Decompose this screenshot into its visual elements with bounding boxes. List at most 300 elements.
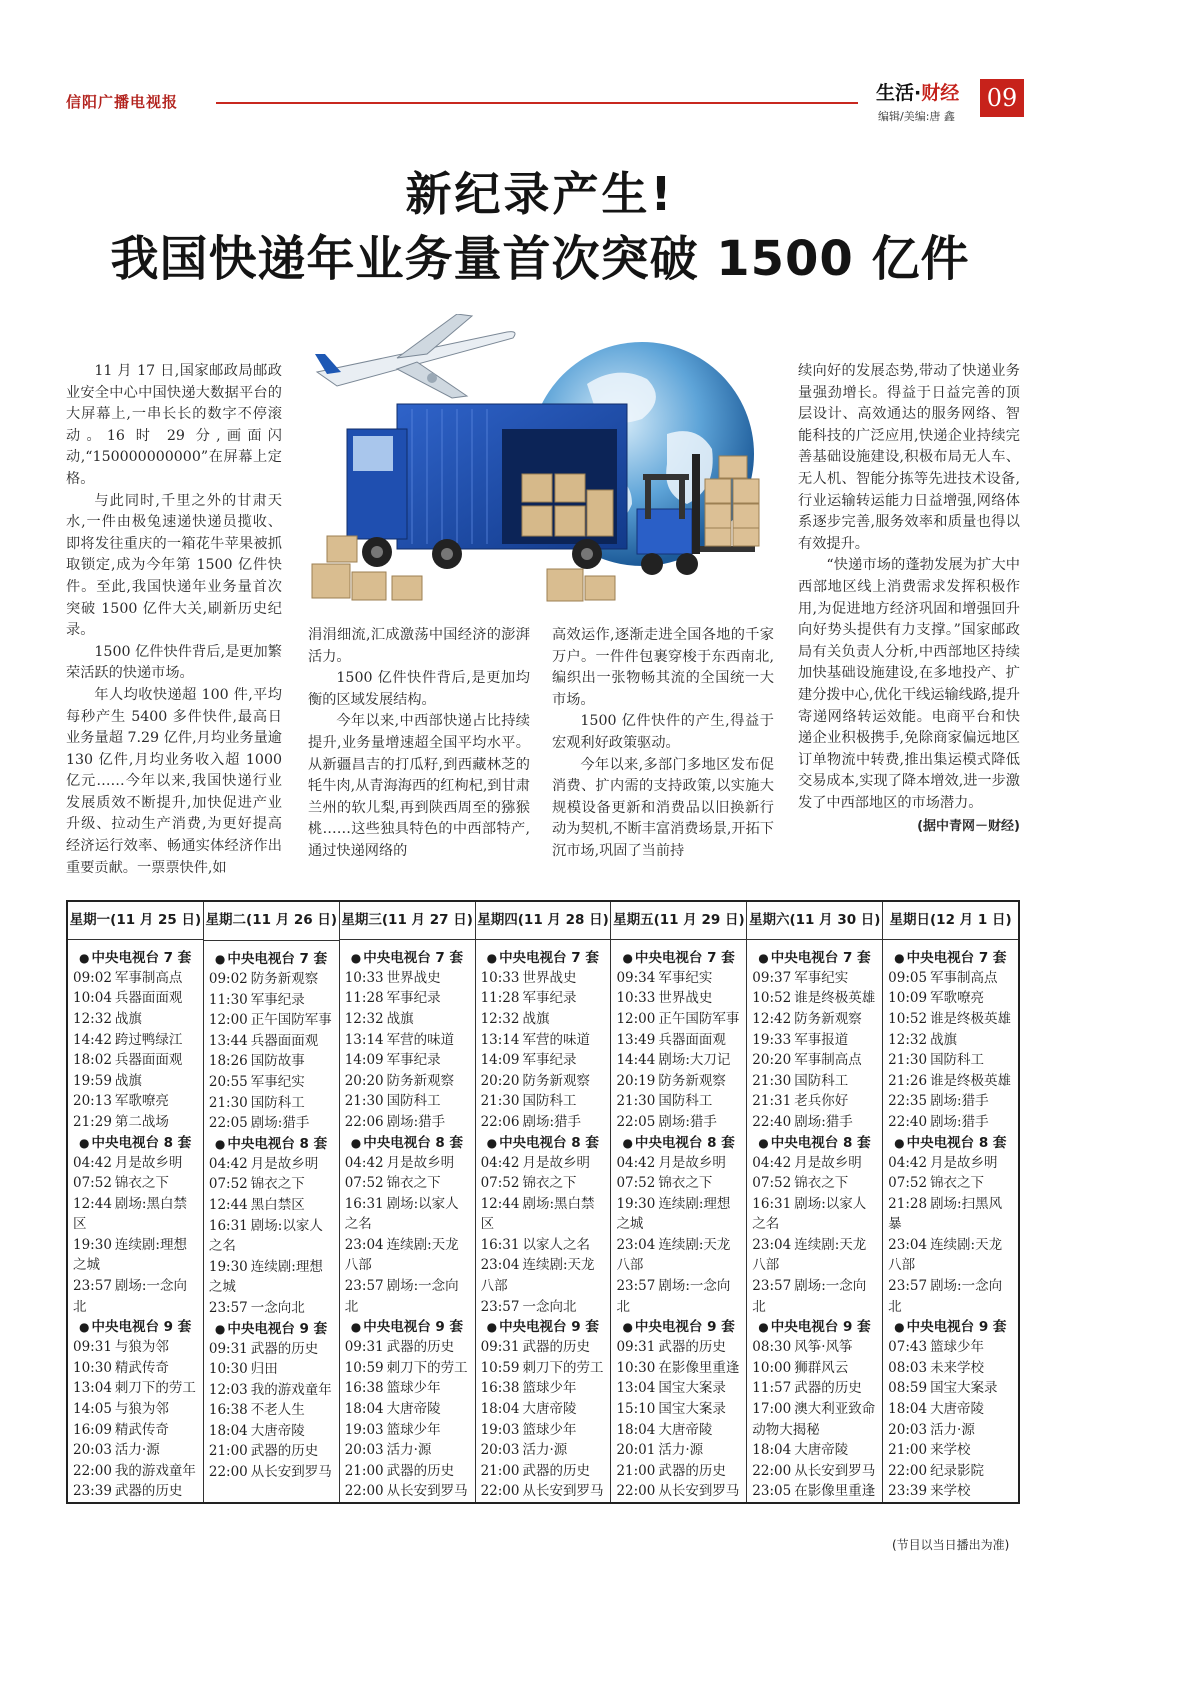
program-time: 11:57: [752, 1380, 792, 1397]
program-row: [752, 1235, 878, 1276]
program-row: [73, 1153, 199, 1174]
program-time: 11:28: [344, 990, 384, 1007]
program-title: 战旗: [386, 1010, 414, 1027]
channel-name: [73, 1133, 199, 1153]
logistics-illustration: [307, 314, 775, 612]
channel-name: [345, 948, 471, 968]
program-title: 剧场:黑白禁区: [480, 1195, 595, 1233]
bullet-icon: ●: [894, 950, 905, 965]
schedule-day-column: [340, 902, 476, 1502]
program-time: 09:31: [616, 1339, 656, 1356]
paragraph: 1500 亿件快件的产生,得益于宏观利好政策驱动。: [552, 713, 774, 751]
program-row: [73, 1461, 199, 1482]
program-title: 一念向北: [522, 1298, 577, 1315]
program-time: 13:14: [344, 1031, 384, 1048]
program-row: [752, 1440, 878, 1461]
program-title: 军事纪录: [522, 1052, 577, 1069]
channel-name-text: 中央电视台 8 套: [363, 1134, 463, 1151]
channel-name-text: 中央电视台 9 套: [363, 1319, 463, 1336]
program-title: 刺刀下的劳工: [114, 1380, 196, 1397]
program-time: 21:00: [480, 1462, 520, 1479]
program-title: 军事制高点: [930, 969, 998, 986]
program-time: 10:04: [73, 990, 112, 1007]
channel-block: [73, 1133, 199, 1318]
schedule-day-header: 星期一(11 月 25 日): [68, 902, 203, 940]
program-row: [209, 1359, 335, 1380]
program-title: 军事纪录: [522, 990, 577, 1007]
program-time: 12:32: [344, 1010, 384, 1027]
program-row: [752, 1071, 878, 1092]
bullet-icon: ●: [79, 950, 90, 965]
program-time: 13:44: [208, 1032, 248, 1049]
program-row: [481, 1235, 607, 1256]
program-row: [345, 1337, 471, 1358]
program-title: 未来学校: [930, 1359, 985, 1376]
bullet-icon: ●: [486, 1135, 498, 1150]
program-title: 武器的历史: [658, 1462, 726, 1479]
program-title: 武器的历史: [386, 1462, 455, 1479]
program-row: [616, 1378, 742, 1399]
program-row: [752, 1173, 878, 1194]
program-row: [481, 1358, 607, 1379]
program-row: [209, 1339, 335, 1360]
program-time: 23:57: [616, 1278, 656, 1295]
program-row: [209, 969, 335, 990]
program-row: [345, 1481, 471, 1502]
program-time: 20:20: [752, 1052, 792, 1069]
program-title: 我的游戏童年: [114, 1462, 196, 1479]
program-row: [345, 1091, 471, 1112]
schedule-day-body: [747, 940, 882, 1502]
program-time: 21:30: [480, 1093, 520, 1110]
schedule-footnote: (节目以当日播出为准): [892, 1538, 1010, 1552]
channel-block: [616, 948, 742, 1133]
program-title: 兵器面面观: [114, 990, 183, 1007]
program-time: 23:57: [480, 1298, 520, 1315]
program-title: 防务新观察: [794, 1010, 862, 1027]
schedule-day-column: [204, 902, 340, 1502]
program-row: [73, 1050, 199, 1071]
program-row: [73, 1337, 199, 1358]
program-row: [752, 1481, 878, 1502]
program-title: 归田: [250, 1361, 278, 1378]
channel-block: [209, 1134, 335, 1319]
program-title: 武器的历史: [522, 1462, 590, 1479]
program-title: 来学校: [930, 1483, 971, 1500]
program-time: 23:57: [888, 1278, 928, 1295]
program-time: 16:38: [480, 1380, 520, 1397]
program-title: 狮群风云: [794, 1359, 849, 1376]
program-time: 19:03: [344, 1421, 384, 1438]
program-title: 活力·源: [658, 1442, 704, 1459]
schedule-day-column: [68, 902, 204, 1502]
program-title: 锦衣之下: [386, 1175, 441, 1192]
program-title: 剧场:一念向北: [888, 1278, 1003, 1315]
program-row: [616, 1337, 742, 1358]
program-time: 23:04: [752, 1236, 792, 1253]
program-title: 剧场:大刀记: [658, 1052, 731, 1069]
channel-block: [209, 1319, 335, 1483]
program-time: 09:31: [480, 1339, 520, 1356]
program-title: 锦衣之下: [658, 1175, 713, 1192]
program-time: 21:31: [752, 1093, 792, 1110]
logistics-illustration-svg: [307, 314, 775, 612]
channel-block: [73, 1317, 199, 1502]
channel-name: [616, 1317, 742, 1337]
program-title: 剧场:一念向北: [616, 1278, 731, 1315]
program-row: [888, 1420, 1014, 1441]
bullet-icon: ●: [758, 1135, 769, 1150]
program-time: 22:05: [208, 1115, 248, 1132]
program-row: [888, 1194, 1014, 1235]
program-row: [888, 1091, 1014, 1112]
program-time: 22:35: [888, 1093, 928, 1110]
program-title: 剧场:猎手: [658, 1113, 717, 1130]
program-title: 军营的味道: [522, 1031, 590, 1048]
channel-name: [888, 948, 1014, 968]
program-time: 21:00: [208, 1443, 248, 1460]
program-row: [752, 1276, 878, 1317]
channel-name-text: 中央电视台 7 套: [770, 949, 871, 966]
program-row: [345, 1358, 471, 1379]
bullet-icon: ●: [758, 1320, 769, 1335]
program-time: 09:05: [888, 969, 928, 986]
program-title: 军事制高点: [794, 1052, 862, 1069]
channel-name-text: 中央电视台 7 套: [363, 949, 463, 966]
program-row: [481, 988, 607, 1009]
program-title: 剧场:一念向北: [344, 1278, 459, 1315]
paragraph: 今年以来,多部门多地区发布促消费、扩内需的支持政策,以实施大规模设备更新和消费品以旧换新行动为契机,不断丰富消费场景,开拓下沉市场,巩固了当前持: [552, 756, 774, 859]
channel-block: [752, 948, 878, 1133]
program-title: 谁是终极英雄: [930, 1010, 1012, 1027]
program-row: [888, 1173, 1014, 1194]
program-time: 12:32: [480, 1010, 520, 1027]
channel-name: [616, 1133, 742, 1153]
program-row: [888, 1461, 1014, 1482]
program-time: 04:42: [73, 1154, 112, 1171]
program-title: 连续剧:天龙八部: [344, 1236, 459, 1274]
program-time: 12:00: [616, 1010, 656, 1027]
program-title: 武器的历史: [386, 1339, 455, 1356]
program-row: [616, 988, 742, 1009]
program-row: [481, 1050, 607, 1071]
program-row: [481, 1194, 607, 1235]
section-part2: 财经: [921, 82, 960, 104]
tv-schedule-table: [66, 900, 1020, 1504]
program-title: 大唐帝陵: [930, 1401, 985, 1418]
program-time: 10:59: [480, 1359, 520, 1376]
program-row: [209, 1093, 335, 1114]
program-row: [345, 1050, 471, 1071]
schedule-day-body: [883, 940, 1018, 1502]
channel-name-text: 中央电视台 7 套: [906, 949, 1007, 966]
program-title: 军事纪录: [386, 1052, 441, 1069]
program-row: [209, 1298, 335, 1319]
program-row: [888, 1276, 1014, 1317]
program-title: 活力·源: [522, 1442, 568, 1459]
program-title: 来学校: [930, 1442, 971, 1459]
program-time: 15:10: [616, 1401, 656, 1418]
headline-line2: 我国快递年业务量首次突破 1500 亿件: [110, 231, 970, 287]
channel-name-text: 中央电视台 9 套: [499, 1319, 599, 1336]
program-title: 剧场:以家人之名: [208, 1217, 323, 1255]
channel-name: [888, 1317, 1014, 1337]
program-row: [345, 1194, 471, 1235]
program-time: 23:57: [344, 1278, 384, 1295]
program-row: [73, 1194, 199, 1235]
program-title: 军事纪实: [250, 1073, 305, 1090]
program-title: 从长安到罗马: [250, 1464, 332, 1481]
program-time: 21:00: [888, 1442, 928, 1459]
program-title: 剧场:一念向北: [73, 1278, 187, 1315]
program-time: 04:42: [480, 1154, 520, 1171]
schedule-day-column: [883, 902, 1018, 1502]
program-time: 10:59: [344, 1359, 384, 1376]
program-title: 连续剧:理想之城: [208, 1258, 323, 1296]
channel-block: [345, 948, 471, 1133]
program-title: 剧场:猎手: [930, 1113, 989, 1130]
program-row: [345, 1173, 471, 1194]
program-title: 军事纪实: [658, 969, 713, 986]
program-title: 月是故乡明: [794, 1154, 862, 1171]
program-time: 07:52: [888, 1175, 928, 1192]
program-row: [345, 1461, 471, 1482]
program-time: 11:28: [480, 990, 520, 1007]
program-time: 23:57: [73, 1278, 112, 1295]
program-title: 剧场:以家人之名: [344, 1195, 459, 1233]
bullet-icon: ●: [894, 1135, 905, 1150]
program-time: 22:00: [888, 1462, 928, 1479]
channel-block: [752, 1317, 878, 1502]
program-time: 23:04: [480, 1257, 520, 1274]
program-row: [209, 1031, 335, 1052]
program-time: 04:42: [888, 1154, 928, 1171]
program-time: 08:30: [752, 1339, 792, 1356]
program-title: 大唐帝陵: [386, 1401, 441, 1418]
program-time: 09:02: [208, 971, 248, 987]
program-row: [752, 1030, 878, 1051]
program-row: [616, 1440, 742, 1461]
program-title: 国防科工: [522, 1093, 577, 1110]
program-row: [888, 1071, 1014, 1092]
program-time: 08:59: [888, 1380, 928, 1397]
program-title: 国宝大案录: [658, 1380, 726, 1397]
schedule-day-body: [68, 940, 203, 1502]
program-title: 国防科工: [930, 1052, 985, 1069]
program-title: 剧场:猎手: [794, 1113, 853, 1130]
program-title: 连续剧:理想之城: [73, 1236, 187, 1274]
program-time: 16:31: [344, 1195, 384, 1212]
article-column-3: [552, 625, 774, 863]
paragraph: 1500 亿件快件背后,是更加均衡的区域发展结构。: [308, 670, 530, 708]
channel-name-text: 中央电视台 9 套: [770, 1319, 871, 1336]
program-time: 21:29: [73, 1113, 112, 1130]
program-time: 22:00: [73, 1462, 112, 1479]
program-row: [481, 1440, 607, 1461]
program-time: 10:33: [616, 990, 656, 1007]
channel-name: [209, 1319, 335, 1339]
program-row: [481, 1337, 607, 1358]
bullet-icon: ●: [214, 952, 226, 966]
program-time: 20:20: [480, 1072, 520, 1089]
program-time: 04:42: [208, 1155, 248, 1172]
program-row: [209, 1462, 335, 1483]
channel-name-text: 中央电视台 9 套: [91, 1319, 192, 1336]
program-row: [345, 988, 471, 1009]
program-row: [616, 1173, 742, 1194]
program-time: 12:03: [208, 1381, 248, 1398]
program-title: 连续剧:理想之城: [616, 1195, 731, 1233]
program-row: [345, 1276, 471, 1317]
program-row: [616, 1071, 742, 1092]
bullet-icon: ●: [622, 950, 633, 965]
program-time: 12:44: [73, 1195, 112, 1212]
program-row: [73, 1276, 199, 1317]
program-title: 军事纪实: [794, 969, 849, 986]
program-title: 世界战史: [386, 969, 441, 986]
program-title: 跨过鸭绿江: [114, 1031, 183, 1048]
program-title: 军事制高点: [114, 969, 183, 986]
program-title: 连续剧:天龙八部: [616, 1236, 731, 1274]
schedule-day-header: 星期六(11 月 30 日): [747, 902, 882, 940]
program-row: [888, 1009, 1014, 1030]
section-title: [876, 78, 959, 105]
bullet-icon: ●: [622, 1320, 633, 1335]
program-row: [73, 1378, 199, 1399]
program-title: 活力·源: [386, 1442, 432, 1459]
program-title: 月是故乡明: [114, 1154, 183, 1171]
program-title: 国防科工: [250, 1094, 305, 1111]
program-time: 20:19: [616, 1072, 656, 1089]
program-title: 剧场:猎手: [386, 1113, 446, 1130]
program-title: 战旗: [522, 1010, 550, 1027]
program-row: [888, 1112, 1014, 1133]
program-time: 12:42: [752, 1010, 792, 1027]
program-time: 20:03: [480, 1442, 520, 1459]
program-row: [616, 1050, 742, 1071]
program-row: [209, 1257, 335, 1298]
program-time: 20:03: [344, 1442, 384, 1459]
program-title: 谁是终极英雄: [930, 1072, 1012, 1089]
program-title: 从长安到罗马: [522, 1483, 604, 1500]
program-time: 21:30: [752, 1072, 792, 1089]
program-title: 纪录影院: [930, 1462, 985, 1479]
program-title: 活力·源: [930, 1421, 975, 1438]
bullet-icon: ●: [486, 950, 498, 965]
program-title: 篮球少年: [386, 1421, 441, 1438]
program-title: 刺刀下的劳工: [386, 1359, 468, 1376]
program-row: [888, 1481, 1014, 1502]
program-title: 月是故乡明: [250, 1155, 319, 1172]
program-row: [209, 1051, 335, 1072]
channel-name-text: 中央电视台 8 套: [227, 1135, 328, 1152]
channel-name-text: 中央电视台 7 套: [227, 951, 328, 967]
program-title: 月是故乡明: [930, 1154, 998, 1171]
bullet-icon: ●: [350, 950, 362, 965]
program-row: [888, 1337, 1014, 1358]
program-row: [209, 1400, 335, 1421]
program-row: [73, 1091, 199, 1112]
bullet-icon: ●: [622, 1135, 633, 1150]
channel-name: [752, 1317, 878, 1337]
schedule-day-header: 星期二(11 月 26 日): [204, 902, 339, 941]
headline-line1: 新纪录产生!: [405, 167, 675, 221]
channel-name: [481, 1317, 607, 1337]
program-title: 国宝大案录: [930, 1380, 998, 1397]
program-title: 篮球少年: [522, 1421, 577, 1438]
program-time: 09:02: [73, 969, 112, 986]
program-title: 风筝·风筝: [794, 1339, 853, 1356]
program-time: 16:38: [344, 1380, 384, 1397]
program-row: [73, 968, 199, 989]
program-time: 13:04: [616, 1380, 656, 1397]
program-title: 剧场:扫黑风暴: [888, 1195, 1003, 1233]
program-row: [345, 1235, 471, 1276]
program-title: 刺刀下的劳工: [522, 1359, 604, 1376]
program-title: 篮球少年: [522, 1380, 577, 1397]
program-title: 剧场:猎手: [250, 1115, 310, 1132]
channel-name: [209, 949, 335, 969]
program-title: 从长安到罗马: [658, 1483, 740, 1500]
program-time: 22:40: [888, 1113, 928, 1130]
paragraph: 与此同时,千里之外的甘肃天水,一件由极兔速递快递员揽收、即将发往重庆的一箱花牛苹果被抓取锁定,成为今年第 1500 亿件快件。至此,我国快递年业务量首次突破 1500 亿件大关,刷新历史纪录。: [66, 492, 282, 639]
program-time: 22:00: [208, 1464, 248, 1481]
channel-block: [616, 1317, 742, 1502]
program-time: 14:44: [616, 1052, 656, 1069]
paragraph: 年人均收快递超 100 件,平均每秒产生 5400 多件快件,最高日业务量超 7.29 亿件,月均业务量逾 130 亿件,月均业务收入超 1000 亿元……今年以来,我国快递行业发展质效不断提升,加快促进产业升级、拉动生产消费,为更好提高经济运行效率、畅通实体经济作出重要贡献。一票票快件,如: [66, 686, 282, 876]
schedule-day-column: [611, 902, 747, 1502]
channel-name: [209, 1134, 335, 1154]
channel-name: [73, 948, 199, 968]
program-row: [209, 1010, 335, 1031]
program-row: [209, 1441, 335, 1462]
program-row: [209, 1113, 335, 1134]
article-column-4: [798, 361, 1020, 838]
program-title: 军营的味道: [386, 1031, 455, 1048]
program-title: 不老人生: [250, 1402, 305, 1419]
program-title: 国防科工: [794, 1072, 849, 1089]
program-row: [752, 1153, 878, 1174]
program-time: 14:09: [480, 1052, 520, 1069]
program-title: 武器的历史: [250, 1340, 319, 1357]
program-time: 19:30: [73, 1236, 112, 1253]
schedule-day-column: [747, 902, 883, 1502]
program-row: [616, 1276, 742, 1317]
program-row: [481, 1091, 607, 1112]
program-row: [481, 1420, 607, 1441]
program-title: 世界战史: [522, 969, 577, 986]
program-time: 07:52: [616, 1175, 656, 1192]
program-time: 18:04: [344, 1401, 384, 1418]
program-row: [752, 1050, 878, 1071]
program-row: [209, 1174, 335, 1195]
program-time: 16:31: [208, 1217, 248, 1234]
channel-name-text: 中央电视台 9 套: [906, 1319, 1007, 1336]
program-row: [752, 1461, 878, 1482]
program-title: 我的游戏童年: [250, 1381, 332, 1398]
program-row: [888, 1050, 1014, 1071]
program-time: 10:30: [208, 1361, 248, 1378]
channel-name: [345, 1317, 471, 1337]
program-row: [752, 1399, 878, 1440]
program-row: [481, 1153, 607, 1174]
channel-name: [888, 1133, 1014, 1153]
program-row: [345, 1112, 471, 1133]
program-row: [209, 1380, 335, 1401]
program-title: 军歌嘹亮: [930, 990, 985, 1007]
channel-block: [481, 948, 607, 1133]
channel-name-text: 中央电视台 8 套: [906, 1134, 1007, 1151]
